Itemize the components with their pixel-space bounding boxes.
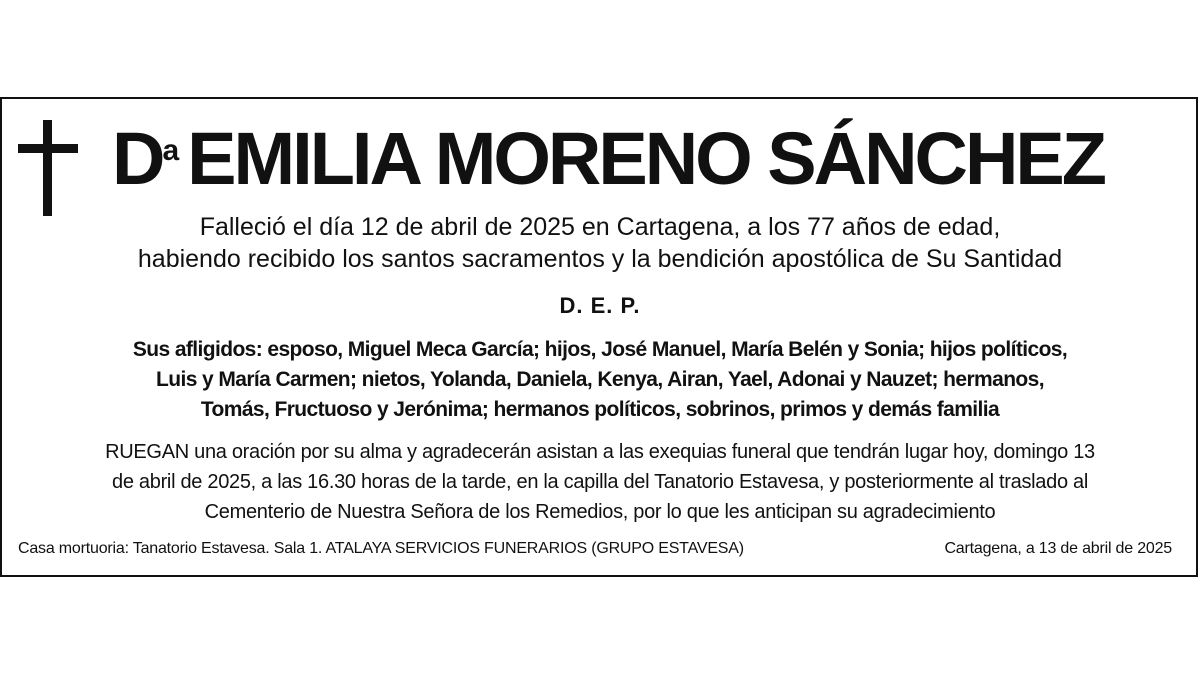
intro-line: Falleció el día 12 de abril de 2025 en Cartagena, a los 77 años de edad, — [199, 213, 1001, 241]
relatives-line: Tomás, Fructuoso y Jerónima; hermanos políticos, sobrinos, primos y demás familia — [200, 398, 1000, 421]
obituary-notice — [0, 97, 1198, 577]
prayer-line: RUEGAN una oración por su alma y agradecerán asistan a las exequias funeral que tendrán lugar hoy, domingo 13 — [105, 441, 1095, 463]
prayer-line: Cementerio de Nuestra Señora de los Remedios, por lo que les anticipan su agradecimiento — [204, 501, 996, 523]
dep-label: D. E. P. — [559, 293, 641, 318]
relatives-list — [2, 335, 1198, 425]
prayer-line: de abril de 2025, a las 16.30 horas de la tarde, en la capilla del Tanatorio Estavesa, y posteriormente al traslado al — [112, 471, 1088, 493]
cross-icon — [18, 120, 78, 216]
death-details — [2, 211, 1198, 275]
place-date: Cartagena, a 13 de abril de 2025 — [944, 540, 1172, 557]
relatives-line: Luis y María Carmen; nietos, Yolanda, Daniela, Kenya, Airan, Yael, Adonai y Nauzet; hermanos, — [156, 368, 1044, 391]
relatives-line: Sus afligidos: esposo, Miguel Meca García; hijos, José Manuel, María Belén y Sonia; hijos políticos, — [132, 338, 1068, 361]
intro-line: habiendo recibido los santos sacramentos y la bendición apostólica de Su Santidad — [137, 245, 1063, 273]
title-prefix: D — [112, 117, 163, 200]
title-prefix-sup: a — [162, 134, 180, 167]
name-text: EMILIA MORENO SÁNCHEZ — [187, 117, 1104, 200]
funeral-details — [2, 437, 1198, 527]
funeral-home-info: Casa mortuoria: Tanatorio Estavesa. Sala 1. ATALAYA SERVICIOS FUNERARIOS (GRUPO ESTAVESA) — [18, 540, 744, 557]
deceased-name — [112, 114, 1122, 204]
